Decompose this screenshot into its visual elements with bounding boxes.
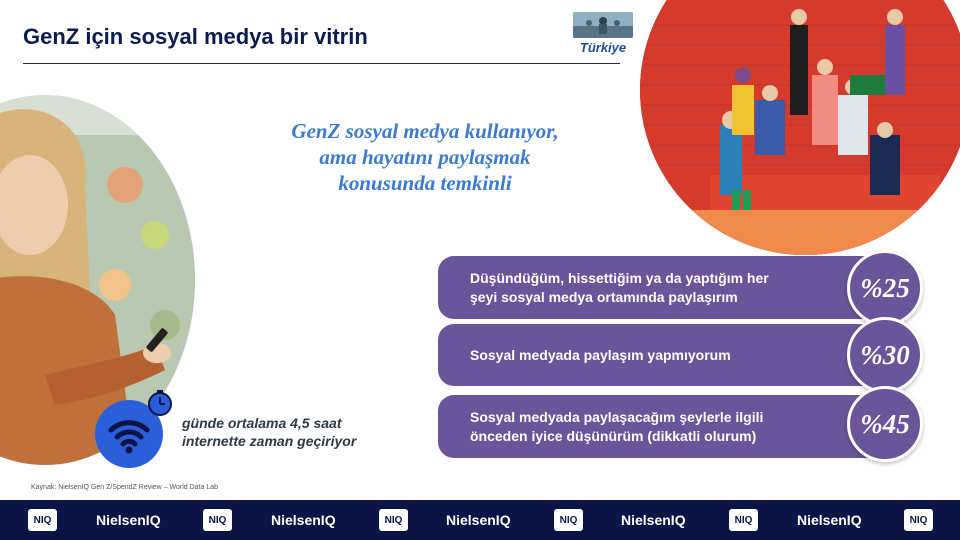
stat-text: Sosyal medyada paylaşım yapmıyorum [470, 346, 731, 363]
niq-logo-mark: NIQ [554, 509, 583, 531]
internet-time-text: günde ortalama 4,5 saat internette zaman geçiriyor [182, 415, 357, 449]
stat-bar-careful-sharing [438, 395, 883, 458]
stat-bar-no-sharing [438, 324, 883, 386]
country-label: Türkiye [579, 40, 627, 55]
niq-logo-mark: NIQ [28, 509, 57, 531]
stat-value-circle: %45 [847, 386, 923, 462]
group-photo [640, 0, 960, 255]
source-note: Kaynak: NielsenIQ Gen Z/SpendZ Review – World Data Lab [31, 484, 219, 491]
brand-wordmark: NielsenIQ [96, 512, 161, 528]
niq-logo-mark: NIQ [729, 509, 758, 531]
stat-value-circle: %30 [847, 317, 923, 393]
niq-logo-mark: NIQ [904, 509, 933, 531]
stat-bar-share-everything [438, 256, 883, 319]
stat-value-circle: %25 [847, 250, 923, 326]
page-title: GenZ için sosyal medya bir vitrin [23, 24, 368, 49]
headline-line-3: konusunda temkinli [338, 171, 512, 195]
niq-logo-mark: NIQ [203, 509, 232, 531]
headline-line-1: GenZ sosyal medya kullanıyor, [291, 119, 559, 143]
footer-bar [0, 500, 960, 540]
stat-text: Sosyal medyada paylaşacağım şeylerle ilgili önceden iyice düşünürüm (dikkatli olurum) [470, 408, 764, 444]
country-thumbnail-image [573, 12, 633, 38]
title-divider [23, 63, 620, 64]
stat-text: Düşündüğüm, hissettiğim ya da yaptığım her şeyi sosyal medya ortamında paylaşırım [470, 269, 769, 305]
headline [225, 118, 625, 196]
headline-line-2: ama hayatını paylaşmak [319, 145, 531, 169]
brand-wordmark: NielsenIQ [621, 512, 686, 528]
brand-wordmark: NielsenIQ [797, 512, 862, 528]
brand-wordmark: NielsenIQ [271, 512, 336, 528]
stopwatch-icon [146, 389, 174, 417]
niq-logo-mark: NIQ [379, 509, 408, 531]
brand-wordmark: NielsenIQ [446, 512, 511, 528]
